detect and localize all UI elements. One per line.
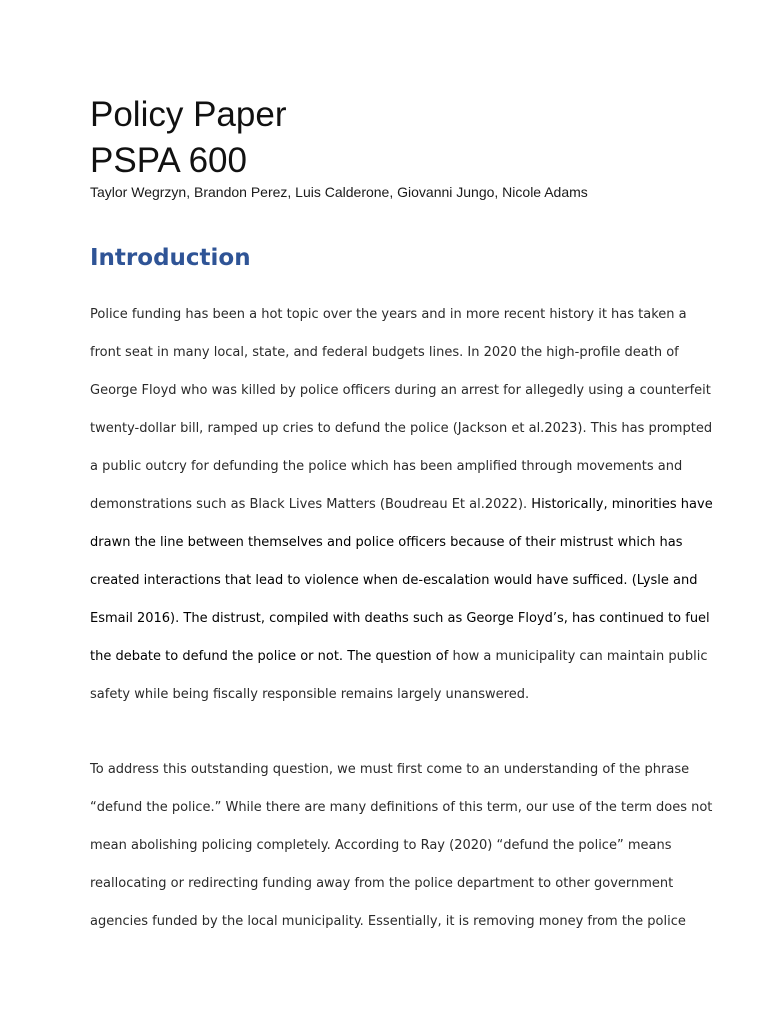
text-line: “defund the police.” While there are many definitions of this term, our use of the term does not	[90, 800, 713, 815]
text-segment-emphasis: Historically, minorities have	[531, 497, 713, 512]
title-line-2: PSPA 600	[90, 141, 247, 180]
text-line: safety while being fiscally responsible remains largely unanswered.	[90, 687, 530, 702]
text-line: Police funding has been a hot topic over the years and in more recent history it has taken a	[90, 307, 687, 322]
text-line: George Floyd who was killed by police officers during an arrest for allegedly using a counterfeit	[90, 383, 711, 398]
text-line: reallocating or redirecting funding away from the police department to other government	[90, 876, 674, 891]
text-line: front seat in many local, state, and federal budgets lines. In 2020 the high-profile death of	[90, 345, 679, 360]
title-line-1: Policy Paper	[90, 95, 287, 134]
text-line: twenty-dollar bill, ramped up cries to defund the police (Jackson et al.2023). This has prompted	[90, 421, 713, 436]
text-line	[90, 647, 713, 685]
text-segment: demonstrations such as Black Lives Matters (Boudreau Et al.2022).	[90, 497, 532, 512]
text-line: Esmail 2016). The distrust, compiled with deaths such as George Floyd’s, has continued to fuel	[90, 611, 710, 626]
text-line	[90, 495, 713, 533]
text-segment: how a municipality can maintain public	[452, 649, 708, 664]
text-line: drawn the line between themselves and police officers because of their mistrust which has	[90, 535, 683, 550]
text-line: To address this outstanding question, we must first come to an understanding of the phrase	[90, 762, 690, 777]
paragraph-2	[90, 760, 712, 950]
text-line: a public outcry for defunding the police which has been amplified through movements and	[90, 459, 683, 474]
document-title	[90, 92, 286, 184]
text-segment-emphasis: the debate to defund the police or not. The question of	[90, 649, 453, 664]
section-heading-introduction: Introduction	[90, 245, 251, 271]
text-line: agencies funded by the local municipality. Essentially, it is removing money from the police	[90, 914, 686, 929]
paragraph-1	[90, 305, 713, 723]
text-line: mean abolishing policing completely. According to Ray (2020) “defund the police” means	[90, 838, 672, 853]
author-list: Taylor Wegrzyn, Brandon Perez, Luis Calderone, Giovanni Jungo, Nicole Adams	[90, 184, 588, 200]
text-line: created interactions that lead to violence when de-escalation would have sufficed. (Lysle and	[90, 573, 698, 588]
